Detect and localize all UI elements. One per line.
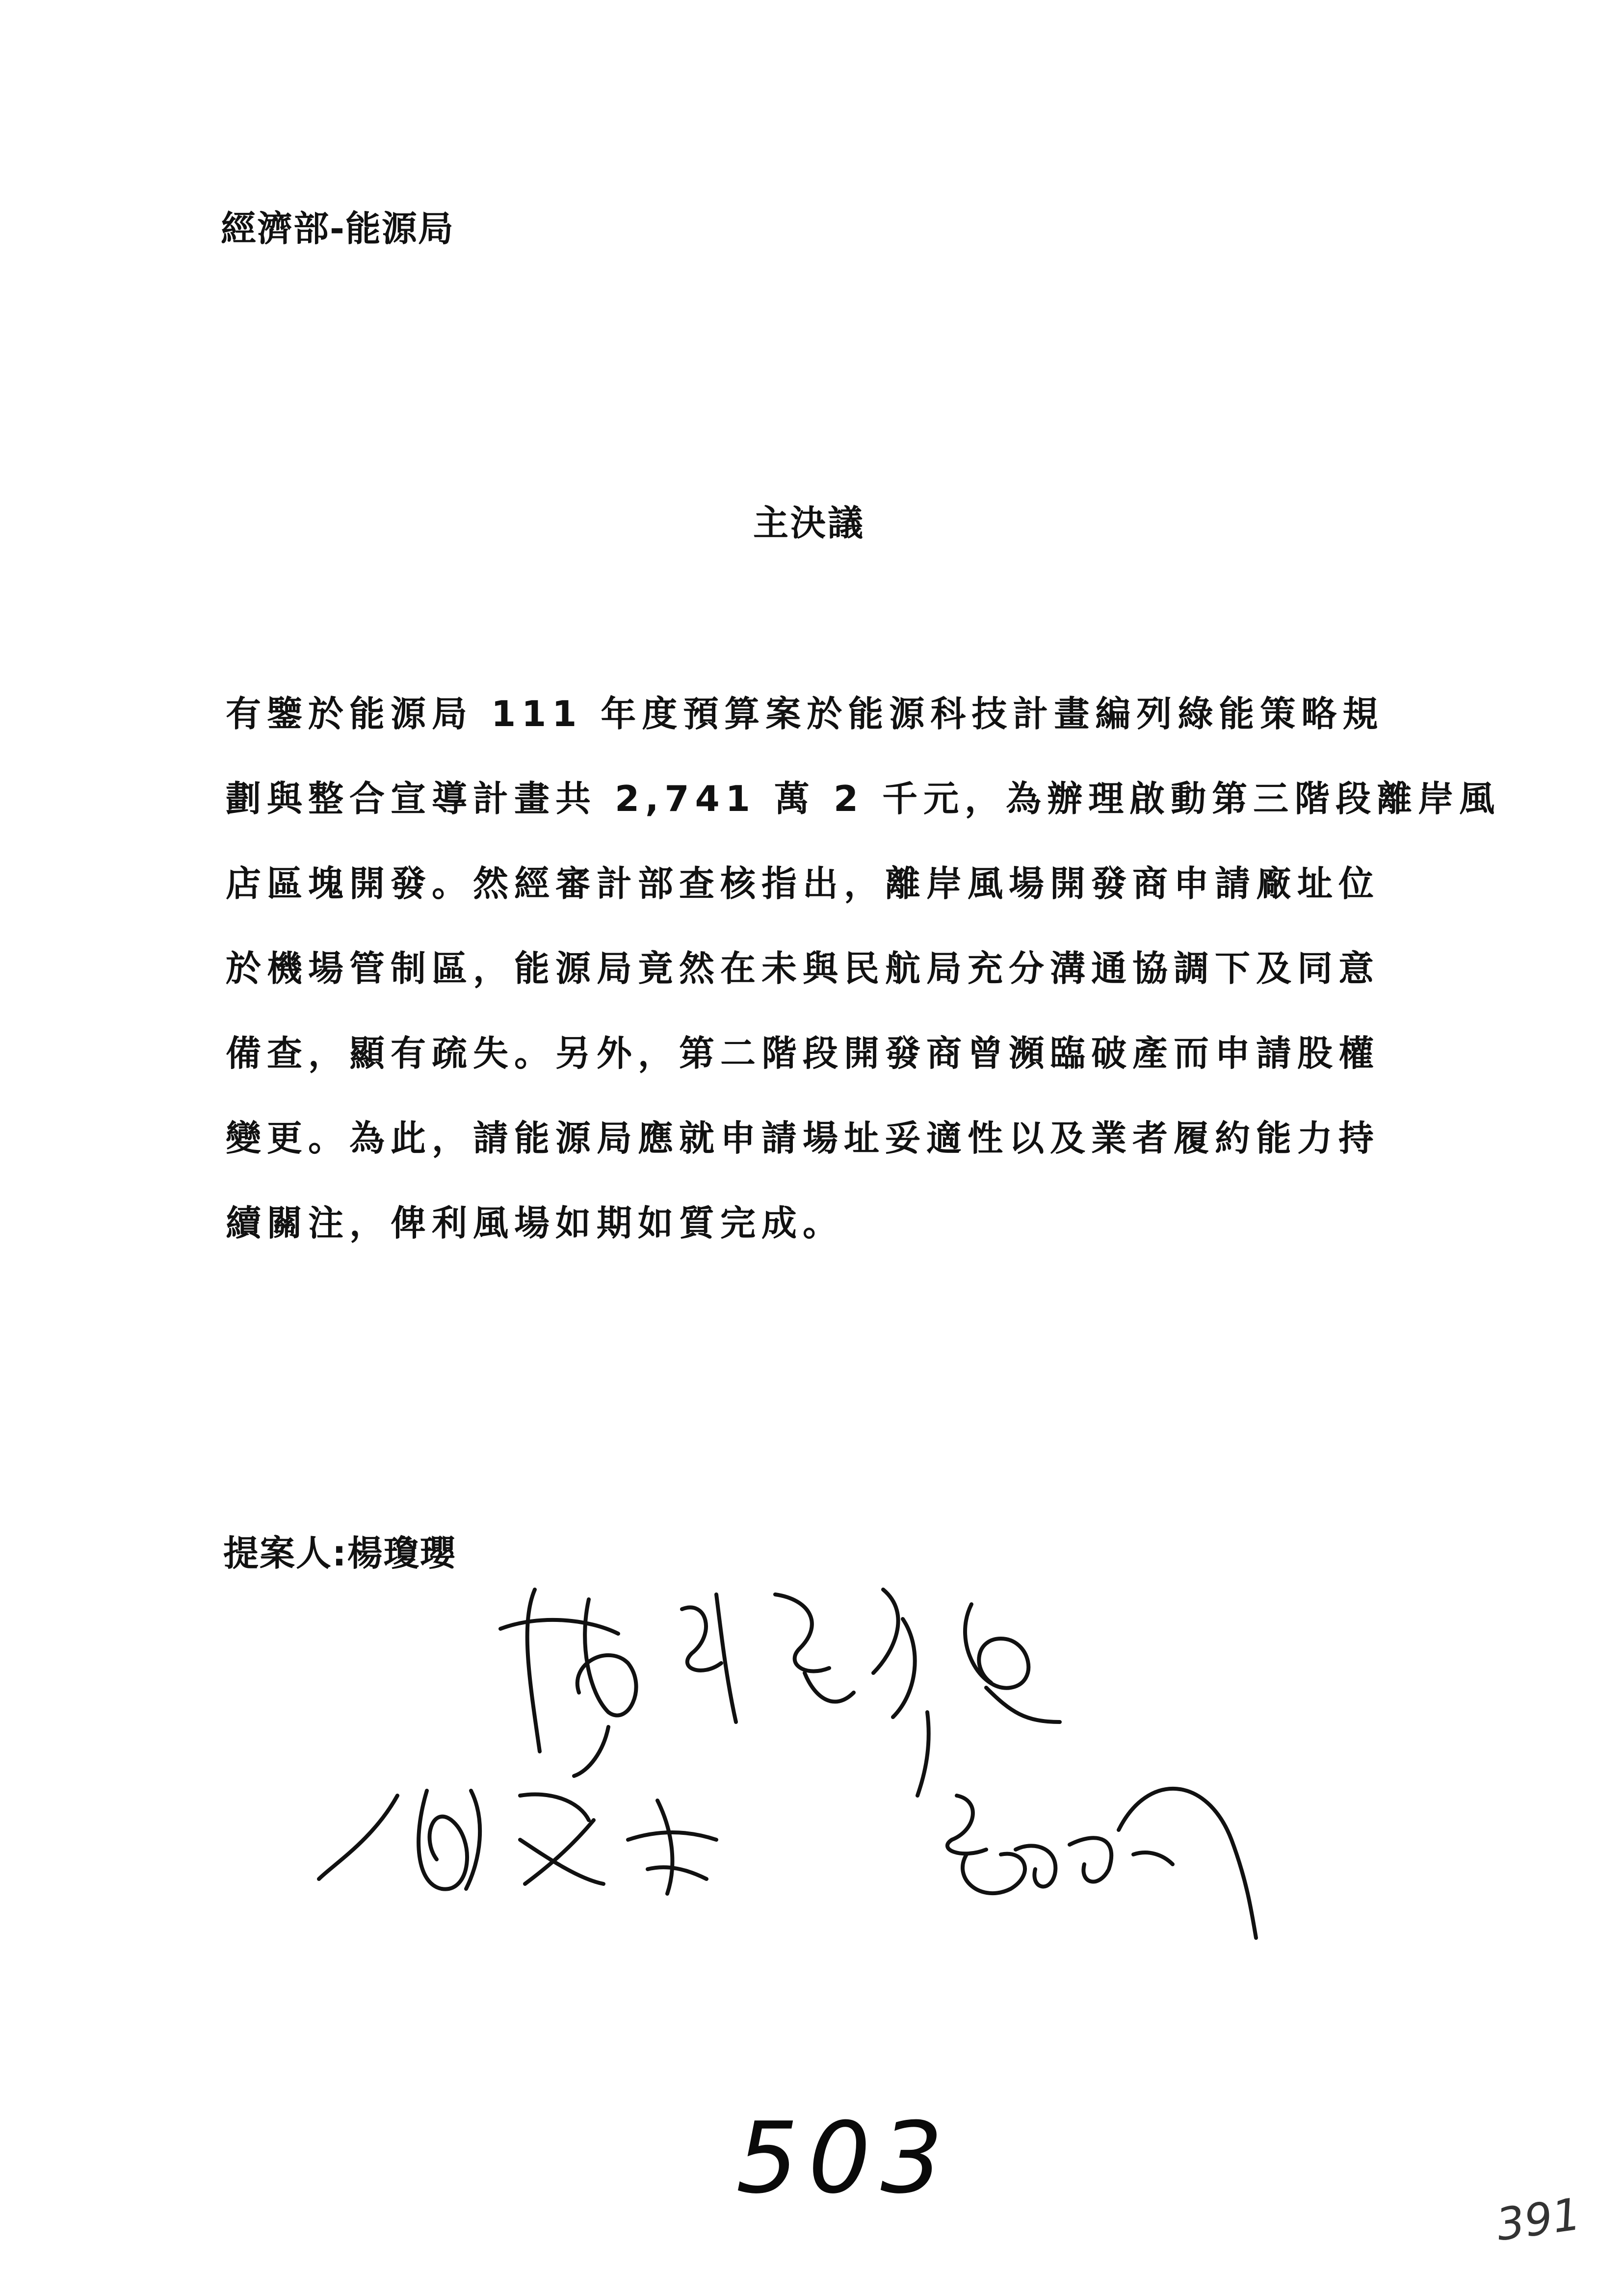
signature-left <box>319 1791 716 1894</box>
signature-right <box>947 1789 1256 1938</box>
page-number: 503 <box>736 2101 953 2216</box>
resolution-body <box>226 689 1501 1283</box>
handwritten-signatures <box>314 1565 1266 1948</box>
body-line: 有鑒於能源局 111 年度預算案於能源科技計畫編列綠能策略規 <box>226 693 1384 734</box>
signature-top <box>500 1590 1060 1796</box>
body-line: 備查，顯有疏失。另外，第二階段開發商曾瀕臨破產而申請股權 <box>226 1033 1380 1074</box>
body-line: 劃與整合宣導計畫共 2,741 萬 2 千元，為辦理啟動第三階段離岸風 <box>226 778 1501 819</box>
body-line: 店區塊開發。然經審計部查核指出，離岸風場開發商申請廠址位 <box>226 863 1380 904</box>
body-line: 變更。為此，請能源局應就申請場址妥適性以及業者履約能力持 <box>226 1118 1380 1159</box>
body-line: 續關注，俾利風場如期如質完成。 <box>226 1202 844 1244</box>
agency-heading: 經濟部-能源局 <box>221 208 454 249</box>
proposer-label: 提案人:楊瓊瓔 <box>223 1533 456 1574</box>
handwritten-folio-number: 391 <box>1493 2188 1584 2251</box>
body-line: 於機場管制區，能源局竟然在未與民航局充分溝通協調下及同意 <box>226 948 1380 989</box>
document-title: 主決議 <box>753 502 865 544</box>
